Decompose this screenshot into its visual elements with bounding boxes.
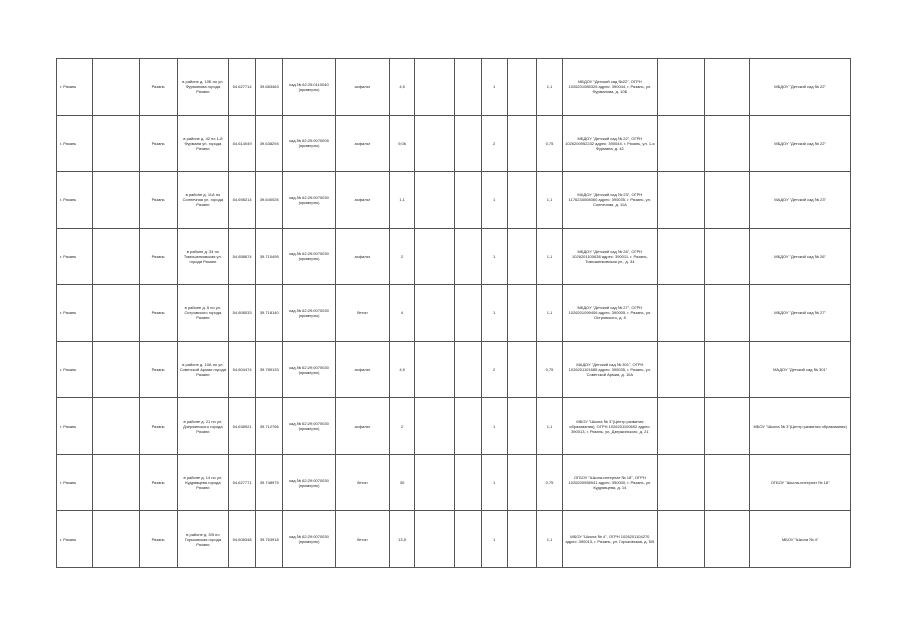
cell-cover: бетон xyxy=(335,285,389,342)
cell-volume: 1,1 xyxy=(536,511,562,568)
cell-owner: МБДОУ "Детский сад № 26", ОГРН 1026201100638 адрес: 390011, г. Рязань, Тимошенковская ул., д. 34 xyxy=(563,228,658,285)
cell-city: г. Рязань xyxy=(57,172,93,229)
cell-qty: 1 xyxy=(481,59,507,116)
registry-table-body xyxy=(57,59,851,568)
cell-empty xyxy=(415,59,455,116)
cell-volume: 1,1 xyxy=(536,59,562,116)
cell-org: МБОУ "Школа № 4" xyxy=(750,511,851,568)
cell-empty xyxy=(93,511,139,568)
cell-address: в районе д. 11А по Солнечная ул. города Рязани xyxy=(177,172,228,229)
table-row xyxy=(57,454,851,511)
cell-owner: МБДОУ "Детский сад № 22", ОГРН 1026200952232 адрес: 390044, г. Рязань, ул. 1-я Фурмана, д. 42 xyxy=(563,115,658,172)
cell-lat: 54.608348 xyxy=(229,511,256,568)
cell-empty xyxy=(93,285,139,342)
cell-lat: 54.698214 xyxy=(229,172,256,229)
cell-empty xyxy=(657,511,704,568)
cell-cadastre: кад.№ 62:29:0070030 (примерно) xyxy=(283,511,335,568)
cell-empty xyxy=(657,398,704,455)
cell-area: 1,1 xyxy=(390,172,415,229)
cell-address: в районе д. 5 по ул. Островского города Рязани xyxy=(177,285,228,342)
cell-district: Рязань xyxy=(139,228,177,285)
cell-cadastre: кад.№ 62:29:0070030 (примерно) xyxy=(283,454,335,511)
cell-area: 9,06 xyxy=(390,115,415,172)
cell-city: г. Рязань xyxy=(57,285,93,342)
cell-empty xyxy=(93,228,139,285)
cell-volume: 0,75 xyxy=(536,341,562,398)
cell-lon: 39.638294 xyxy=(256,115,283,172)
cell-org: МБДОУ "Детский сад № 22" xyxy=(750,59,851,116)
cell-empty xyxy=(455,285,481,342)
cell-empty xyxy=(415,511,455,568)
cell-empty xyxy=(415,398,455,455)
table-row xyxy=(57,115,851,172)
cell-qty: 1 xyxy=(481,511,507,568)
cell-empty xyxy=(507,285,536,342)
cell-lon: 39.718140 xyxy=(256,285,283,342)
cell-org: МБДОУ "Детский сад № 22" xyxy=(750,115,851,172)
cell-lat: 54.608033 xyxy=(229,285,256,342)
cell-cover: бетон xyxy=(335,511,389,568)
cell-empty xyxy=(93,115,139,172)
cell-address: в районе д. 10А по ул. Советской Армии города Рязани xyxy=(177,341,228,398)
cell-empty xyxy=(455,398,481,455)
cell-empty xyxy=(415,172,455,229)
cell-area: 2 xyxy=(390,228,415,285)
cell-cover: асфальт xyxy=(335,228,389,285)
cell-qty: 1 xyxy=(481,285,507,342)
cell-empty xyxy=(704,341,749,398)
cell-empty xyxy=(507,454,536,511)
cell-lat: 54.627771 xyxy=(229,454,256,511)
cell-qty: 1 xyxy=(481,228,507,285)
cell-volume: 1,1 xyxy=(536,285,562,342)
cell-empty xyxy=(455,228,481,285)
cell-empty xyxy=(704,172,749,229)
cell-district: Рязань xyxy=(139,341,177,398)
cell-cadastre: кад.№ 62:29:0070030 (примерно) xyxy=(283,341,335,398)
cell-empty xyxy=(704,228,749,285)
cell-volume: 0,75 xyxy=(536,115,562,172)
cell-qty: 1 xyxy=(481,398,507,455)
cell-cover: асфальт xyxy=(335,398,389,455)
table-row xyxy=(57,172,851,229)
cell-lon: 39.712766 xyxy=(256,398,283,455)
cell-volume: 1,1 xyxy=(536,398,562,455)
cell-area: 4,9 xyxy=(390,341,415,398)
cell-district: Рязань xyxy=(139,172,177,229)
cell-empty xyxy=(507,172,536,229)
cell-empty xyxy=(93,398,139,455)
table-row xyxy=(57,59,851,116)
cell-empty xyxy=(704,511,749,568)
cell-empty xyxy=(704,59,749,116)
cell-org: МБДОУ "Детский сад № 27" xyxy=(750,285,851,342)
cell-district: Рязань xyxy=(139,511,177,568)
cell-lon: 39.710495 xyxy=(256,228,283,285)
cell-empty xyxy=(507,341,536,398)
cell-qty: 1 xyxy=(481,454,507,511)
cell-empty xyxy=(455,454,481,511)
cell-empty xyxy=(657,285,704,342)
cell-owner: МБОУ "Школа № 3"(Центр развития образования), ОГРН 1026201100692 адрес: 390013, г. Рязань, ул. Дзержинского, д. 21 xyxy=(563,398,658,455)
cell-qty: 1 xyxy=(481,172,507,229)
cell-address: в районе д. 10Б по ул. Фурманова города Рязани xyxy=(177,59,228,116)
cell-area: 4,5 xyxy=(390,59,415,116)
cell-empty xyxy=(455,115,481,172)
cell-address: в районе д. 34 по Тимошенковская ул. города Рязани xyxy=(177,228,228,285)
cell-cadastre: кад.№ 62:29:0070030 (примерно) xyxy=(283,172,335,229)
cell-cover: асфальт xyxy=(335,341,389,398)
cell-cover: асфальт xyxy=(335,59,389,116)
cell-volume: 1,1 xyxy=(536,228,562,285)
cell-empty xyxy=(507,511,536,568)
cell-org: МБДОУ "Детский сад № 26" xyxy=(750,228,851,285)
cell-org: МАДОУ "Детский сад № 301" xyxy=(750,341,851,398)
cell-empty xyxy=(704,454,749,511)
cell-volume: 1,1 xyxy=(536,172,562,229)
cell-city: г. Рязань xyxy=(57,511,93,568)
cell-volume: 0,75 xyxy=(536,454,562,511)
registry-table-wrapper xyxy=(56,58,851,568)
cell-empty xyxy=(455,341,481,398)
cell-empty xyxy=(657,228,704,285)
cell-empty xyxy=(507,398,536,455)
cell-qty: 2 xyxy=(481,115,507,172)
cell-city: г. Рязань xyxy=(57,454,93,511)
cell-lat: 54.638921 xyxy=(229,398,256,455)
cell-area: 13,5 xyxy=(390,511,415,568)
cell-city: г. Рязань xyxy=(57,115,93,172)
cell-org: ОГБОУ "Школа-интернат № 18" xyxy=(750,454,851,511)
cell-qty: 2 xyxy=(481,341,507,398)
cell-city: г. Рязань xyxy=(57,341,93,398)
cell-area: 30 xyxy=(390,454,415,511)
cell-lat: 54.658674 xyxy=(229,228,256,285)
cell-empty xyxy=(415,228,455,285)
cell-owner: ОГБОУ "Школа-интернат № 18", ОГРН 1026200958941 адрес: 390000, г. Рязань, ул. Кудрявцева, д. 14 xyxy=(563,454,658,511)
cell-owner: МАДОУ "Детский сад № 23", ОГРН 1176234008060 адрес: 390035, г. Рязань, ул. Солнечная, д. 11А xyxy=(563,172,658,229)
cell-city: г. Рязань xyxy=(57,398,93,455)
table-row xyxy=(57,285,851,342)
cell-owner: МБДОУ "Детский сад №22", ОГРН 1026201085325 адрес: 390044, г. Рязань, ул. Фурманова, д. 10Б xyxy=(563,59,658,116)
cell-empty xyxy=(657,172,704,229)
cell-address: в районе д. 21 по ул. Дзержинского города Рязани xyxy=(177,398,228,455)
cell-empty xyxy=(415,341,455,398)
cell-cadastre: кад.№ 62:29:0070005 (примерно) xyxy=(283,115,335,172)
table-row xyxy=(57,341,851,398)
cell-lon: 39.683463 xyxy=(256,59,283,116)
cell-empty xyxy=(93,59,139,116)
cell-address: в районе д. 5/5 по Горьковская города Рязани xyxy=(177,511,228,568)
cell-district: Рязань xyxy=(139,115,177,172)
cell-cadastre: кад.№ 62:29:0070030 (примерно) xyxy=(283,228,335,285)
cell-owner: МБОУ "Школа № 4", ОГРН 1026201104270 адрес: 390013, г. Рязань, ул. Горьковская, д. 5/5 xyxy=(563,511,658,568)
cell-empty xyxy=(507,228,536,285)
cell-empty xyxy=(657,59,704,116)
cell-district: Рязань xyxy=(139,398,177,455)
registry-table xyxy=(56,58,851,568)
cell-lat: 54.627714 xyxy=(229,59,256,116)
cell-area: 2 xyxy=(390,398,415,455)
cell-empty xyxy=(704,115,749,172)
cell-address: в районе д. 14 по ул. Кудрявцева города Рязани xyxy=(177,454,228,511)
cell-empty xyxy=(704,285,749,342)
cell-lon: 39.640026 xyxy=(256,172,283,229)
table-row xyxy=(57,228,851,285)
cell-city: г. Рязань xyxy=(57,228,93,285)
cell-lon: 39.748975 xyxy=(256,454,283,511)
cell-empty xyxy=(657,341,704,398)
cell-empty xyxy=(657,115,704,172)
cell-owner: МБДОУ "Детский сад № 27", ОГРН 1026201099406 адрес: 390005, г. Рязань, ул. Островского, д. 5 xyxy=(563,285,658,342)
cell-empty xyxy=(93,172,139,229)
cell-empty xyxy=(455,511,481,568)
cell-empty xyxy=(455,59,481,116)
cell-org: МБОУ "Школа № 3"(Центр развития образования) xyxy=(750,398,851,455)
table-row xyxy=(57,511,851,568)
cell-empty xyxy=(415,285,455,342)
cell-cadastre: кад.№ 62:29:0110040 (примерно) xyxy=(283,59,335,116)
cell-city: г. Рязань xyxy=(57,59,93,116)
cell-owner: МАДОУ "Детский сад № 301", ОГРН 1026201101685 адрес: 390035, г. Рязань, ул. Советской Армии, д. 10А xyxy=(563,341,658,398)
cell-empty xyxy=(657,454,704,511)
cell-empty xyxy=(93,341,139,398)
cell-cover: асфальт xyxy=(335,172,389,229)
cell-district: Рязань xyxy=(139,454,177,511)
cell-district: Рязань xyxy=(139,285,177,342)
cell-lat: 54.604474 xyxy=(229,341,256,398)
table-row xyxy=(57,398,851,455)
cell-cadastre: кад.№ 62:29:0070030 (примерно) xyxy=(283,285,335,342)
cell-cover: асфальт xyxy=(335,115,389,172)
cell-lon: 39.789133 xyxy=(256,341,283,398)
cell-empty xyxy=(415,454,455,511)
cell-empty xyxy=(704,398,749,455)
cell-lat: 54.614049 xyxy=(229,115,256,172)
cell-district: Рязань xyxy=(139,59,177,116)
cell-org: МАДОУ "Детский сад № 23" xyxy=(750,172,851,229)
cell-empty xyxy=(507,115,536,172)
cell-empty xyxy=(93,454,139,511)
cell-empty xyxy=(455,172,481,229)
cell-lon: 39.763918 xyxy=(256,511,283,568)
cell-address: в районе д. 42 по 1-й Фурмана ул. города Рязани xyxy=(177,115,228,172)
cell-empty xyxy=(415,115,455,172)
cell-empty xyxy=(507,59,536,116)
cell-cadastre: кад.№ 62:29:0070030 (примерно) xyxy=(283,398,335,455)
cell-area: 4 xyxy=(390,285,415,342)
cell-cover: бетон xyxy=(335,454,389,511)
